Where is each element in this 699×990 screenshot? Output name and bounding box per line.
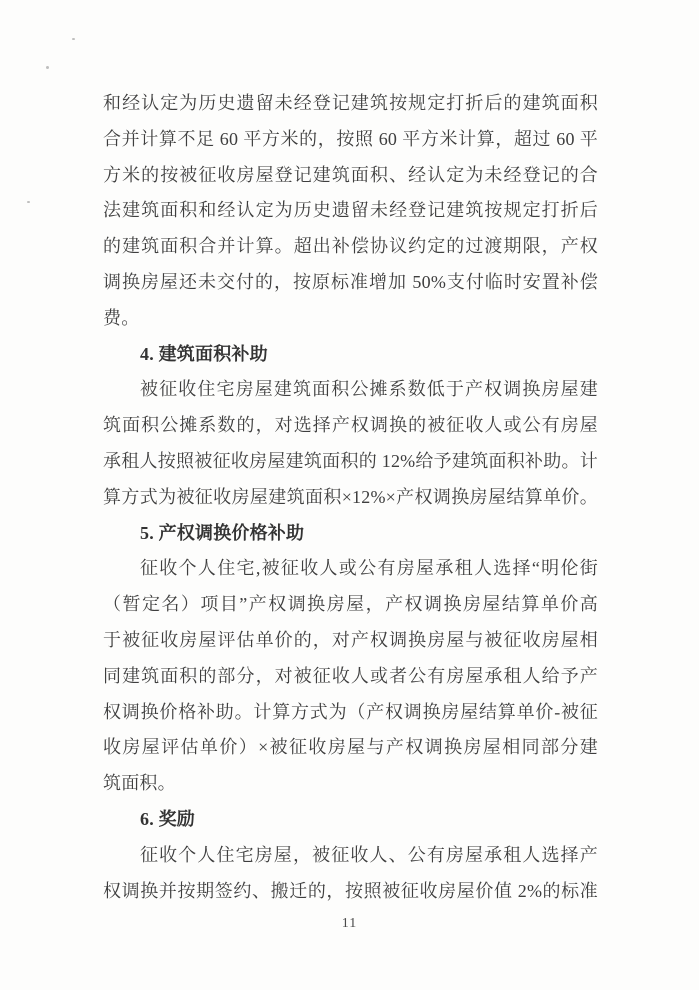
text-line: 征收个人住宅,被征收人或公有房屋承租人选择“明伦街 bbox=[140, 558, 598, 579]
scan-speck bbox=[46, 66, 49, 69]
text-line: 征收个人住宅房屋，被征收人、公有房屋承租人选择产 bbox=[140, 844, 598, 865]
text-line: 合并计算不足 60 平方米的，按照 60 平方米计算，超过 60 平 bbox=[103, 128, 598, 149]
text-line: 方米的按被征收房屋登记建筑面积、经认定为未经登记的合 bbox=[103, 164, 598, 185]
text-line: 同建筑面积的部分，对被征收人或者公有房屋承租人给予产 bbox=[103, 665, 598, 686]
text-line: 筑面积。 bbox=[103, 773, 176, 794]
text-line: （暂定名）项目”产权调换房屋，产权调换房屋结算单价高 bbox=[103, 594, 598, 615]
text-block bbox=[103, 86, 598, 909]
text-line: 权调换价格补助。计算方式为（产权调换房屋结算单价-被征 bbox=[103, 701, 598, 722]
text-line: 费。 bbox=[103, 307, 140, 328]
text-line: 权调换并按期签约、搬迁的，按照被征收房屋价值 2%的标准 bbox=[103, 880, 598, 901]
text-line: 承租人按照被征收房屋建筑面积的 12%给予建筑面积补助。计 bbox=[103, 450, 598, 471]
text-line: 的建筑面积合并计算。超出补偿协议约定的过渡期限，产权 bbox=[103, 236, 598, 257]
text-line: 调换房屋还未交付的，按原标准增加 50%支付临时安置补偿 bbox=[103, 271, 598, 292]
heading-line: 5. 产权调换价格补助 bbox=[140, 522, 305, 543]
text-line: 被征收住宅房屋建筑面积公摊系数低于产权调换房屋建 bbox=[140, 379, 598, 400]
text-line: 收房屋评估单价）×被征收房屋与产权调换房屋相同部分建 bbox=[103, 737, 598, 758]
page-number: 11 bbox=[341, 916, 358, 931]
heading-line: 4. 建筑面积补助 bbox=[140, 343, 268, 364]
scan-speck bbox=[72, 38, 75, 40]
text-line: 和经认定为历史遗留未经登记建筑按规定打折后的建筑面积 bbox=[103, 93, 598, 113]
text-line: 筑面积公摊系数的，对选择产权调换的被征收人或公有房屋 bbox=[103, 415, 598, 436]
heading-line: 6. 奖励 bbox=[140, 808, 195, 829]
text-line: 法建筑面积和经认定为历史遗留未经登记建筑按规定打折后 bbox=[103, 200, 598, 221]
text-line: 于被征收房屋评估单价的，对产权调换房屋与被征收房屋相 bbox=[103, 629, 598, 650]
scan-speck bbox=[27, 201, 30, 203]
text-line: 算方式为被征收房屋建筑面积×12%×产权调换房屋结算单价。 bbox=[103, 486, 598, 507]
